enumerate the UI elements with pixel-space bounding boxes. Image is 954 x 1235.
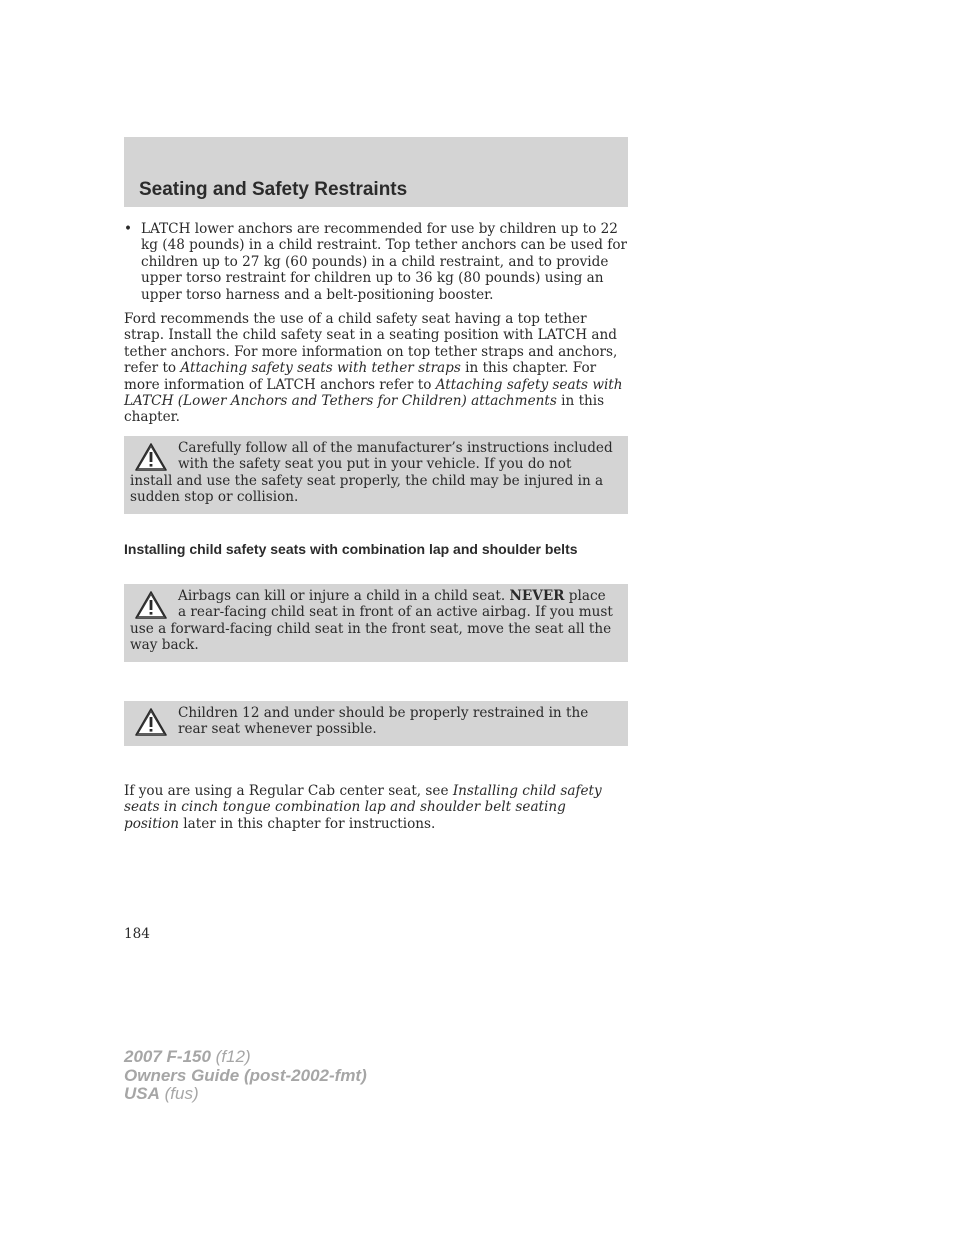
paragraph-text: in this chapter. For more information of LATCH anchors refer to (124, 360, 597, 393)
section-title: Seating and Safety Restraints (139, 179, 408, 200)
footer-line-guide (124, 1067, 367, 1086)
warning-text: Carefully follow all of the manufacturer’s instructions included with the safety seat you put in your vehicle. If you do not install and use the safety seat properly, the child may be injured in a sudden stop or collision. (130, 440, 613, 506)
footer-model-code: (f12) (210, 1047, 251, 1066)
warning-triangle-icon (134, 442, 168, 472)
subsection-heading: Installing child safety seats with combination lap and shoulder belts (124, 541, 578, 557)
warning-box (124, 701, 628, 746)
list-item (124, 221, 634, 303)
document-footer (124, 1048, 367, 1104)
warning-text-end: place a rear-facing child seat in front of an active airbag. If you must use a forward-facing child seat in the front seat, move the seat all the way back. (130, 588, 613, 654)
section-header (124, 137, 628, 207)
footer-market: USA (124, 1084, 160, 1103)
cross-reference: Attaching safety seats with LATCH (Lower Anchors and Tethers for Children) attachments (124, 376, 623, 410)
warning-text-start: Airbags can kill or injure a child in a child seat. (178, 588, 510, 604)
page-number: 184 (124, 926, 150, 942)
warning-text: Children 12 and under should be properly restrained in the rear seat whenever possible. (178, 705, 589, 738)
warning-triangle-icon (134, 707, 168, 737)
paragraph-tether-recommendation (124, 311, 630, 426)
warning-emphasis: NEVER (509, 588, 565, 604)
paragraph-regular-cab (124, 783, 614, 832)
bullet-text: LATCH lower anchors are recommended for use by children up to 22 kg (48 pounds) in a child restraint. Top tether anchors can be used for children up to 27 kg (60 pounds) in a child restraint, and to provide upper torso restraint for children up to 36 kg (80 pounds) using an upper torso harness and a belt-positioning booster. (141, 221, 627, 303)
warning-box (124, 436, 628, 514)
footer-market-code: (fus) (159, 1084, 199, 1103)
footer-line-model (124, 1048, 367, 1067)
footer-line-market (124, 1085, 367, 1104)
cross-reference: Attaching safety seats with tether straps (180, 360, 461, 377)
paragraph-text: in this chapter. (124, 393, 605, 426)
warning-box (124, 584, 628, 662)
paragraph-text: later in this chapter for instructions. (178, 815, 436, 832)
footer-guide: Owners Guide (post-2002-fmt) (124, 1065, 367, 1085)
paragraph-text: Ford recommends the use of a child safety seat having a top tether strap. Install the child safety seat in a seating position with LATCH and tether anchors. For more information on top tether straps and anchors, refer to (124, 311, 618, 377)
footer-model: 2007 F-150 (124, 1047, 211, 1066)
cross-reference: Installing child safety seats in cinch tongue combination lap and shoulder belt seating position (124, 783, 602, 832)
paragraph-text: If you are using a Regular Cab center seat, see (124, 783, 453, 799)
warning-text (130, 588, 618, 654)
warning-triangle-icon (134, 590, 168, 620)
bullet-marker: • (124, 221, 133, 237)
